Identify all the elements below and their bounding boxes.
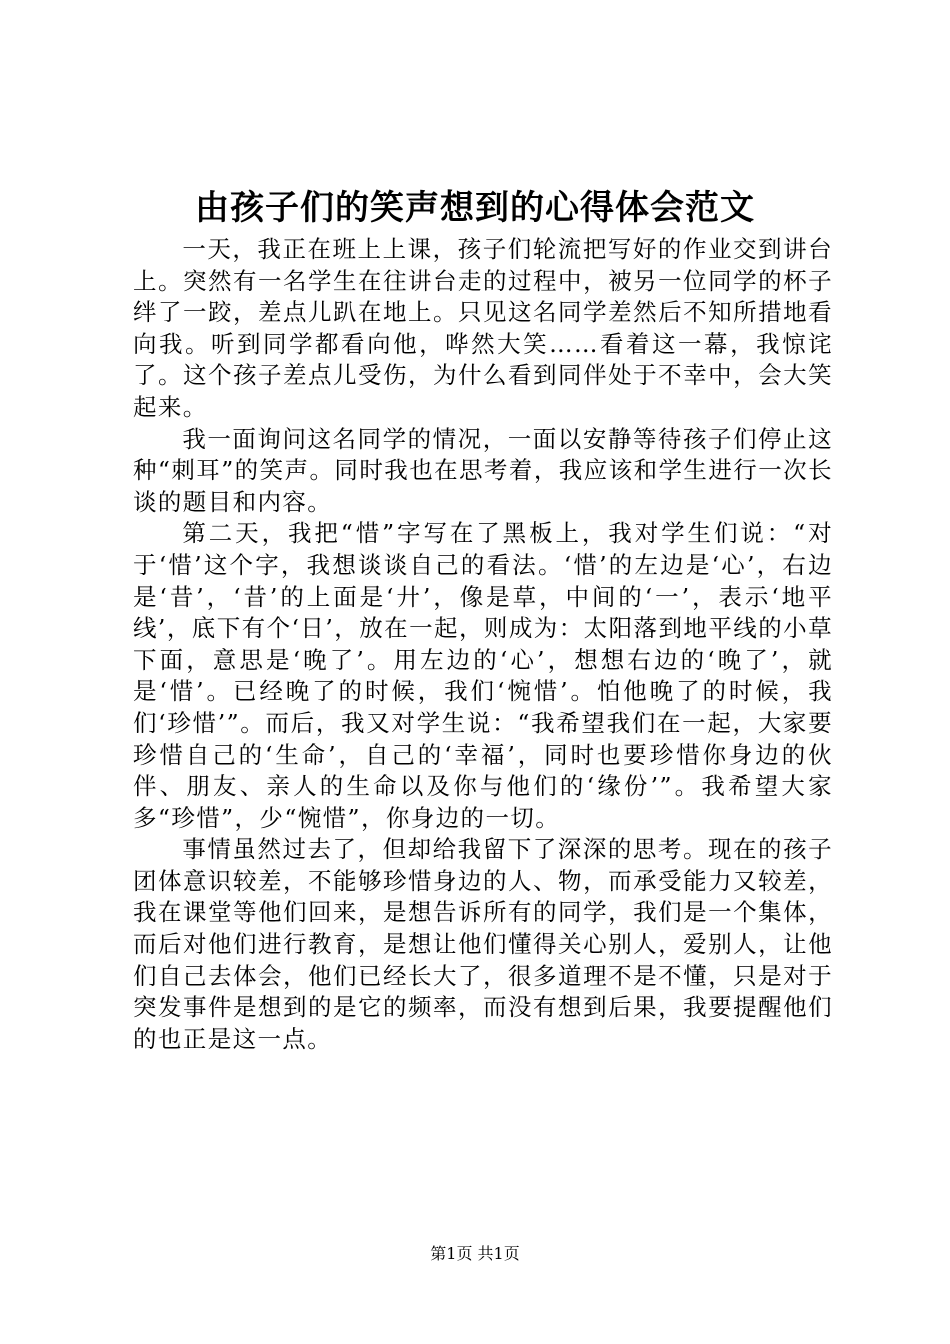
paragraph-1: 一天，我正在班上上课，孩子们轮流把写好的作业交到讲台上。突然有一名学生在往讲台走的过程中，被另一位同学的杯子绊了一跤，差点儿趴在地上。只见这名同学差然后不知所措地看向我。听到同学都看向他，哗然大笑……看着这一幕，我惊诧了。这个孩子差点儿受伤，为什么看到同伴处于不幸中，会大笑起来。 [133,235,833,421]
document-title: 由孩子们的笑声想到的心得体会范文 [195,188,755,228]
paragraph-3: 第二天，我把“惜”字写在了黑板上，我对学生们说：“对于‘惜’这个字，我想谈谈自己的看法。‘惜’的左边是‘心’，右边是‘昔’，‘昔’的上面是‘廾’，像是草，中间的‘一’，表示‘地平线’，底下有个‘日’，放在一起，则成为：太阳落到地平线的小草下面，意思是‘晚了’。用左边的‘心’，想想右边的‘晚了’，就是‘惜’。已经晚了的时候，我们‘惋惜’。怕他晚了的时候，我们‘珍惜’”。而后，我又对学生说：“我希望我们在一起，大家要珍惜自己的‘生命’，自己的‘幸福’，同时也要珍惜你身边的伙伴、朋友、亲人的生命以及你与他们的‘缘份’”。我希望大家多“珍惜”，少“惋惜”，你身边的一切。 [133,519,833,832]
document-body [133,234,833,1055]
page-number-footer: 第1页 共1页 [430,1244,520,1263]
paragraph-4: 事情虽然过去了，但却给我留下了深深的思考。现在的孩子团体意识较差，不能够珍惜身边的人、物，而承受能力又较差，我在课堂等他们回来，是想告诉所有的同学，我们是一个集体，而后对他们进行教育，是想让他们懂得关心别人，爱别人，让他们自己去体会，他们已经长大了，很多道理不是不懂，只是对于突发事件是想到的是它的频率，而没有想到后果，我要提醒他们的也正是这一点。 [133,835,833,1053]
paragraph-2: 我一面询问这名同学的情况，一面以安静等待孩子们停止这种“刺耳”的笑声。同时我也在思考着，我应该和学生进行一次长谈的题目和内容。 [133,424,833,516]
